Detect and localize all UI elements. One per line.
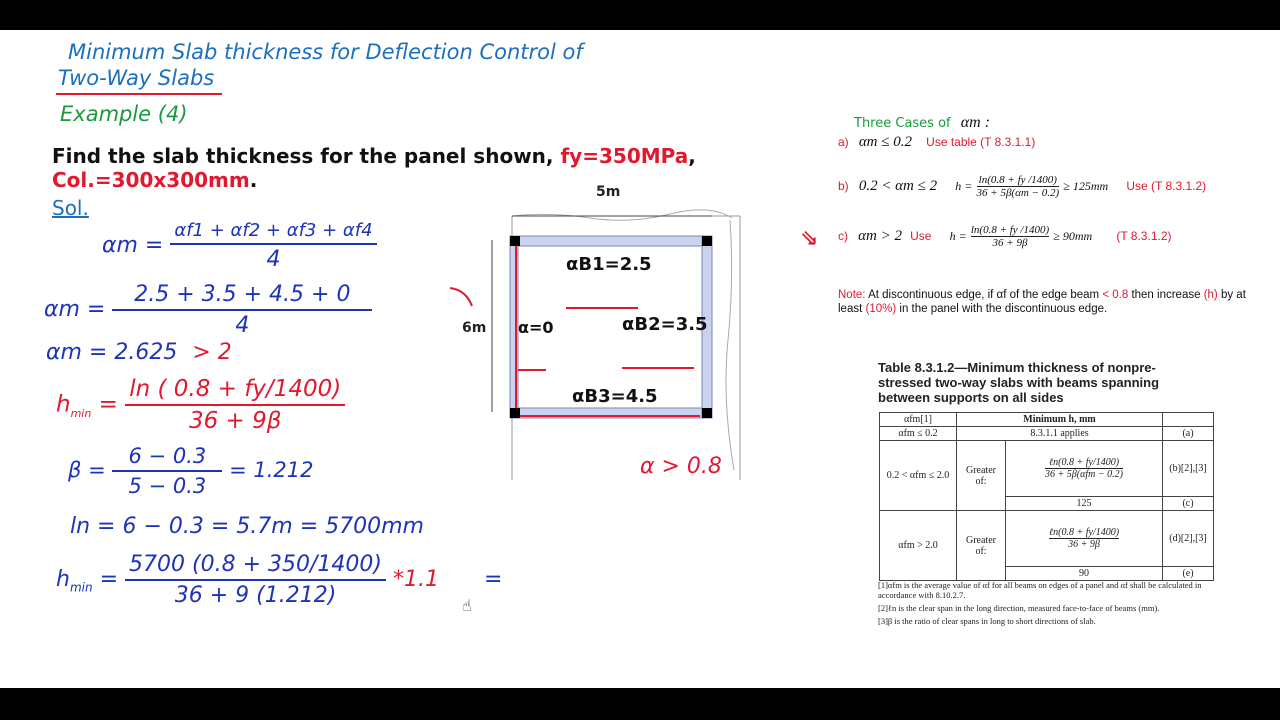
eq-alpha-m-values xyxy=(44,282,372,338)
am3-value: αm = 2.625 xyxy=(46,340,178,365)
beta-den: 5 − 0.3 xyxy=(128,474,207,498)
title-line2: Two-Way Slabs xyxy=(58,66,215,90)
case-c-ref: (T 8.3.1.2) xyxy=(1116,229,1172,243)
am3-compare: > 2 xyxy=(192,340,232,365)
eq-ln: ln = 6 − 0.3 = 5.7m = 5700mm xyxy=(70,514,424,539)
table-r4-formula xyxy=(1006,511,1163,567)
beam-b2-label: αB2=3.5 xyxy=(622,314,708,335)
table-r2-den: 36 + 5β(αfm − 0.2) xyxy=(1045,469,1123,480)
slide xyxy=(0,30,1280,688)
table-r5c3: (e) xyxy=(1163,567,1214,581)
table-r2c3: (b)[2],[3] xyxy=(1163,441,1214,497)
case-c-use: Use xyxy=(910,229,932,243)
note-lt: < 0.8 xyxy=(1102,289,1129,301)
cases-heading-symbol: αm : xyxy=(960,114,991,131)
h-eq: = xyxy=(98,391,118,418)
h-den: 36 + 9β xyxy=(188,408,282,434)
beam-b1 xyxy=(512,236,712,246)
problem-statement xyxy=(52,144,696,168)
case-c xyxy=(838,224,1172,249)
note-text2: then increase xyxy=(1131,289,1201,301)
table-r4-den: 36 + 9β xyxy=(1068,539,1100,550)
am-fraction xyxy=(170,220,376,272)
am-den: 4 xyxy=(266,247,281,272)
title-underline xyxy=(56,93,222,95)
edge-label: α=0 xyxy=(518,318,554,337)
case-c-fraction xyxy=(971,224,1049,249)
h-fraction xyxy=(125,376,345,434)
discontinuous-note xyxy=(838,288,1248,316)
table-header-min-h: Minimum h, mm xyxy=(957,413,1163,427)
table-r2c1: 0.2 < αfm ≤ 2.0 xyxy=(880,441,957,511)
case-b-den: 36 + 5β(αm − 0.2) xyxy=(976,187,1060,199)
beam-b3-label: αB3=4.5 xyxy=(572,386,658,407)
case-c-num: ln(0.8 + fy /1400) xyxy=(970,224,1050,236)
hmin-eq: = xyxy=(99,567,119,592)
solution-label: Sol. xyxy=(52,196,89,220)
beta-value: = 1.212 xyxy=(229,458,314,482)
note-text3: by at least xyxy=(838,289,1246,315)
case-a-label: a) xyxy=(838,135,849,149)
problem-text: Find the slab thickness for the panel shown, xyxy=(52,144,554,168)
case-b-condition: 0.2 < αm ≤ 2 xyxy=(858,178,938,194)
h-sub: min xyxy=(70,407,92,421)
panel-diagram xyxy=(440,180,760,500)
case-c-label: c) xyxy=(838,229,848,243)
am2-fraction xyxy=(112,282,372,338)
column-tr xyxy=(702,236,712,246)
h-num: ln ( 0.8 + fy/1400) xyxy=(129,376,342,402)
table-r1c3: (a) xyxy=(1163,427,1214,441)
case-b-fraction xyxy=(977,174,1060,199)
problem-col: Col.=300x300mm xyxy=(52,168,250,192)
case-b xyxy=(838,174,1206,199)
case-c-condition: αm > 2 xyxy=(858,228,902,244)
edge-note: α > 0.8 xyxy=(640,454,722,479)
hmin-num: 5700 (0.8 + 350/1400) xyxy=(129,552,382,577)
column-bl xyxy=(510,408,520,418)
eq-alpha-m-def xyxy=(102,220,377,272)
table-r2-num: ℓn(0.8 + fy/1400) xyxy=(1048,457,1120,468)
case-c-h: h = xyxy=(949,229,967,243)
table-footnotes xyxy=(878,580,1223,626)
table-header-alpha: αfm[1] xyxy=(880,413,957,427)
problem-line2 xyxy=(52,168,257,192)
am-lhs: αm = xyxy=(102,233,164,258)
beta-num: 6 − 0.3 xyxy=(128,444,207,468)
problem-comma: , xyxy=(688,144,696,168)
case-c-ge: ≥ 90mm xyxy=(1053,229,1093,243)
hmin-fraction xyxy=(125,552,386,608)
footnote-3: [3]β is the ratio of clear spans in long to short directions of slab. xyxy=(878,616,1096,626)
beam-b1-label: αB1=2.5 xyxy=(566,254,652,275)
note-h: (h) xyxy=(1203,289,1218,301)
case-b-ge: ≥ 125mm xyxy=(1063,179,1109,193)
case-b-use: Use (T 8.3.1.2) xyxy=(1126,179,1207,193)
h-lhs: h xyxy=(56,391,71,418)
eq-h-min-values xyxy=(56,552,502,608)
case-b-label: b) xyxy=(838,179,849,193)
case-a xyxy=(838,134,1035,151)
note-label: Note: xyxy=(838,289,866,301)
table-r4c2: Greater of: xyxy=(957,511,1006,581)
footnote-2: [2]ℓn is the clear span in the long direction, measured face-to-face of beams (mm). xyxy=(878,603,1160,613)
hand-cursor-icon: ☝ xyxy=(462,596,472,615)
case-a-use: Use table (T 8.3.1.1) xyxy=(926,135,1036,149)
am2-den: 4 xyxy=(235,313,250,338)
column-br xyxy=(702,408,712,418)
hmin-result: = xyxy=(483,567,503,592)
eq-h-min-formula xyxy=(56,376,345,434)
problem-period: . xyxy=(249,168,258,192)
hmin-lhs: h xyxy=(56,567,70,592)
title-line1: Minimum Slab thickness for Deflection Control of xyxy=(68,40,583,64)
table-title: Table 8.3.1.2—Minimum thickness of nonpre-stressed two-way slabs with beams spanning between supports on all sides xyxy=(878,360,1160,405)
case-c-den: 36 + 9β xyxy=(992,237,1028,249)
eq-alpha-m-result xyxy=(46,340,232,365)
table-r2c2: Greater of: xyxy=(957,441,1006,511)
note-pct: (10%) xyxy=(865,303,897,315)
case-a-condition: αm ≤ 0.2 xyxy=(858,134,913,150)
table-r3c2: 125 xyxy=(1006,497,1163,511)
table-r4c1: αfm > 2.0 xyxy=(880,511,957,581)
hmin-sub: min xyxy=(69,580,93,595)
beta-lhs: β = xyxy=(68,458,106,482)
am2-lhs: αm = xyxy=(44,297,106,322)
note-text1: At discontinuous edge, if αf of the edge beam xyxy=(868,289,1100,301)
cases-heading xyxy=(854,114,990,132)
dim-left: 6m xyxy=(462,320,487,336)
table-r5c2: 90 xyxy=(1006,567,1163,581)
beta-fraction xyxy=(112,444,222,498)
dim-top: 5m xyxy=(596,184,621,200)
eq-beta xyxy=(68,444,313,498)
table-r3c3: (c) xyxy=(1163,497,1214,511)
case-b-h: h = xyxy=(955,179,973,193)
case-c-marker-icon: ⇘ xyxy=(800,226,819,251)
example-label: Example (4) xyxy=(60,102,188,126)
am-num: αf1 + αf2 + αf3 + αf4 xyxy=(174,220,373,241)
min-thickness-table xyxy=(879,412,1214,581)
table-r4c3: (d)[2],[3] xyxy=(1163,511,1214,567)
am2-num: 2.5 + 3.5 + 4.5 + 0 xyxy=(134,282,351,307)
footnote-1: [1]αfm is the average value of αf for all beams on edges of a panel and αf shall be calculated in accordance with 8.10.2.7. xyxy=(878,580,1202,600)
table-r1c2: 8.3.1.1 applies xyxy=(957,427,1163,441)
note-text4: in the panel with the discontinuous edge. xyxy=(899,303,1108,315)
problem-fy: fy=350MPa xyxy=(560,144,689,168)
case-b-num: ln(0.8 + fy /1400) xyxy=(978,174,1057,186)
hmin-den: 36 + 9 (1.212) xyxy=(174,583,337,608)
table-r1c1: αfm ≤ 0.2 xyxy=(880,427,957,441)
column-tl xyxy=(510,236,520,246)
hmin-factor: *1.1 xyxy=(392,567,439,592)
table-r4-num: ℓn(0.8 + fy/1400) xyxy=(1048,527,1120,538)
cases-heading-text: Three Cases of xyxy=(854,116,951,131)
table-r2-formula xyxy=(1006,441,1163,497)
